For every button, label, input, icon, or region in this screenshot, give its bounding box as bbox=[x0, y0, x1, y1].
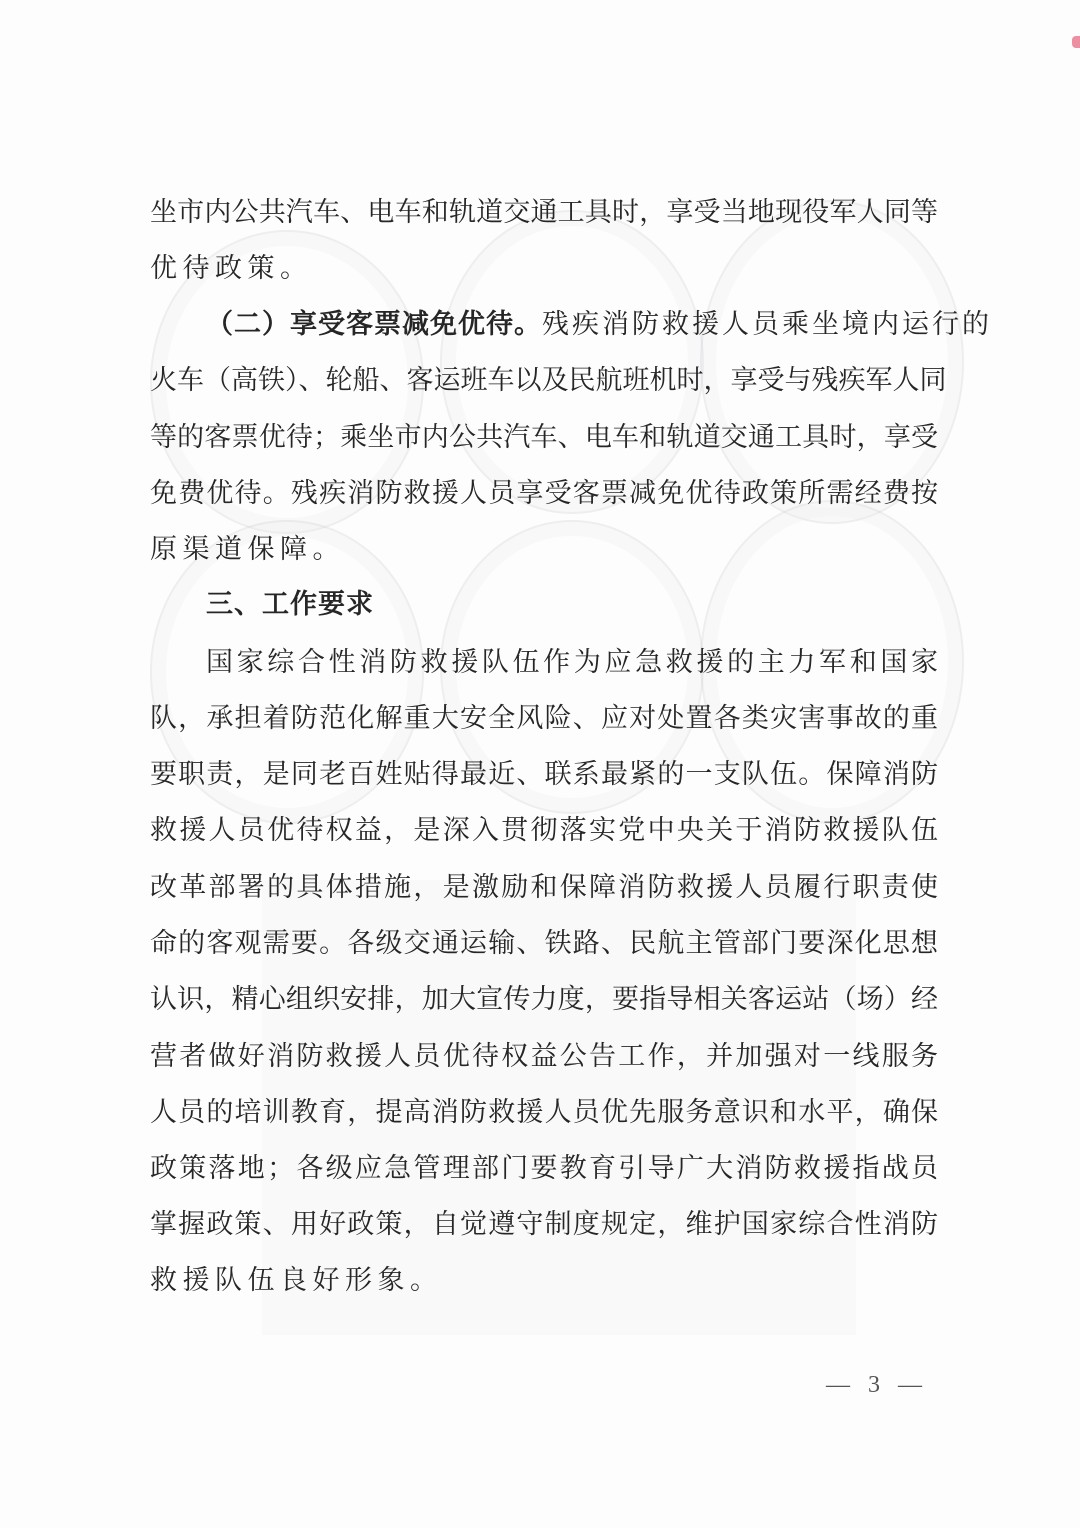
section-heading: 三、工作要求 bbox=[206, 589, 374, 620]
text-line: 认识，精心组织安排，加大宣传力度，要指导相关客运站（场）经 bbox=[150, 984, 938, 1015]
red-corner-mark bbox=[1072, 36, 1080, 48]
text-line: 原渠道保障。 bbox=[150, 534, 345, 565]
text-line: 改革部署的具体措施，是激励和保障消防救援人员履行职责使 bbox=[150, 872, 938, 903]
text-line: 队，承担着防范化解重大安全风险、应对处置各类灾害事故的重 bbox=[150, 703, 938, 734]
text-line: 掌握政策、用好政策，自觉遵守制度规定，维护国家综合性消防 bbox=[150, 1209, 938, 1240]
text-line: 人员的培训教育，提高消防救援人员优先服务意识和水平，确保 bbox=[150, 1097, 938, 1128]
text-line: 救援队伍良好形象。 bbox=[150, 1265, 443, 1296]
text-line: 营者做好消防救援人员优待权益公告工作，并加强对一线服务 bbox=[150, 1041, 938, 1072]
text-line: 命的客观需要。各级交通运输、铁路、民航主管部门要深化思想 bbox=[150, 928, 938, 959]
text-line: 等的客票优待；乘坐市内公共汽车、电车和轨道交通工具时，享受 bbox=[150, 422, 938, 453]
text-line: 免费优待。残疾消防救援人员享受客票减免优待政策所需经费按 bbox=[150, 478, 938, 509]
text-line: 坐市内公共汽车、电车和轨道交通工具时，享受当地现役军人同等 bbox=[150, 197, 938, 228]
text-line: 火车（高铁）、轮船、客运班车以及民航班机时，享受与残疾军人同 bbox=[150, 365, 947, 396]
page-number: — 3 — bbox=[826, 1372, 928, 1398]
text-line: 残疾消防救援人员乘坐境内运行的 bbox=[542, 309, 992, 340]
paragraph-subsection-2 bbox=[206, 305, 992, 345]
text-line: 救援人员优待权益，是深入贯彻落实党中央关于消防救援队伍 bbox=[150, 815, 938, 846]
text-line: 国家综合性消防救援队伍作为应急救援的主力军和国家 bbox=[206, 647, 938, 678]
subsection-heading: （二）享受客票减免优待。 bbox=[206, 309, 542, 340]
text-line: 要职责，是同老百姓贴得最近、联系最紧的一支队伍。保障消防 bbox=[150, 759, 938, 790]
text-line: 政策落地；各级应急管理部门要教育引导广大消防救援指战员 bbox=[150, 1153, 938, 1184]
text-line: 优待政策。 bbox=[150, 253, 313, 284]
